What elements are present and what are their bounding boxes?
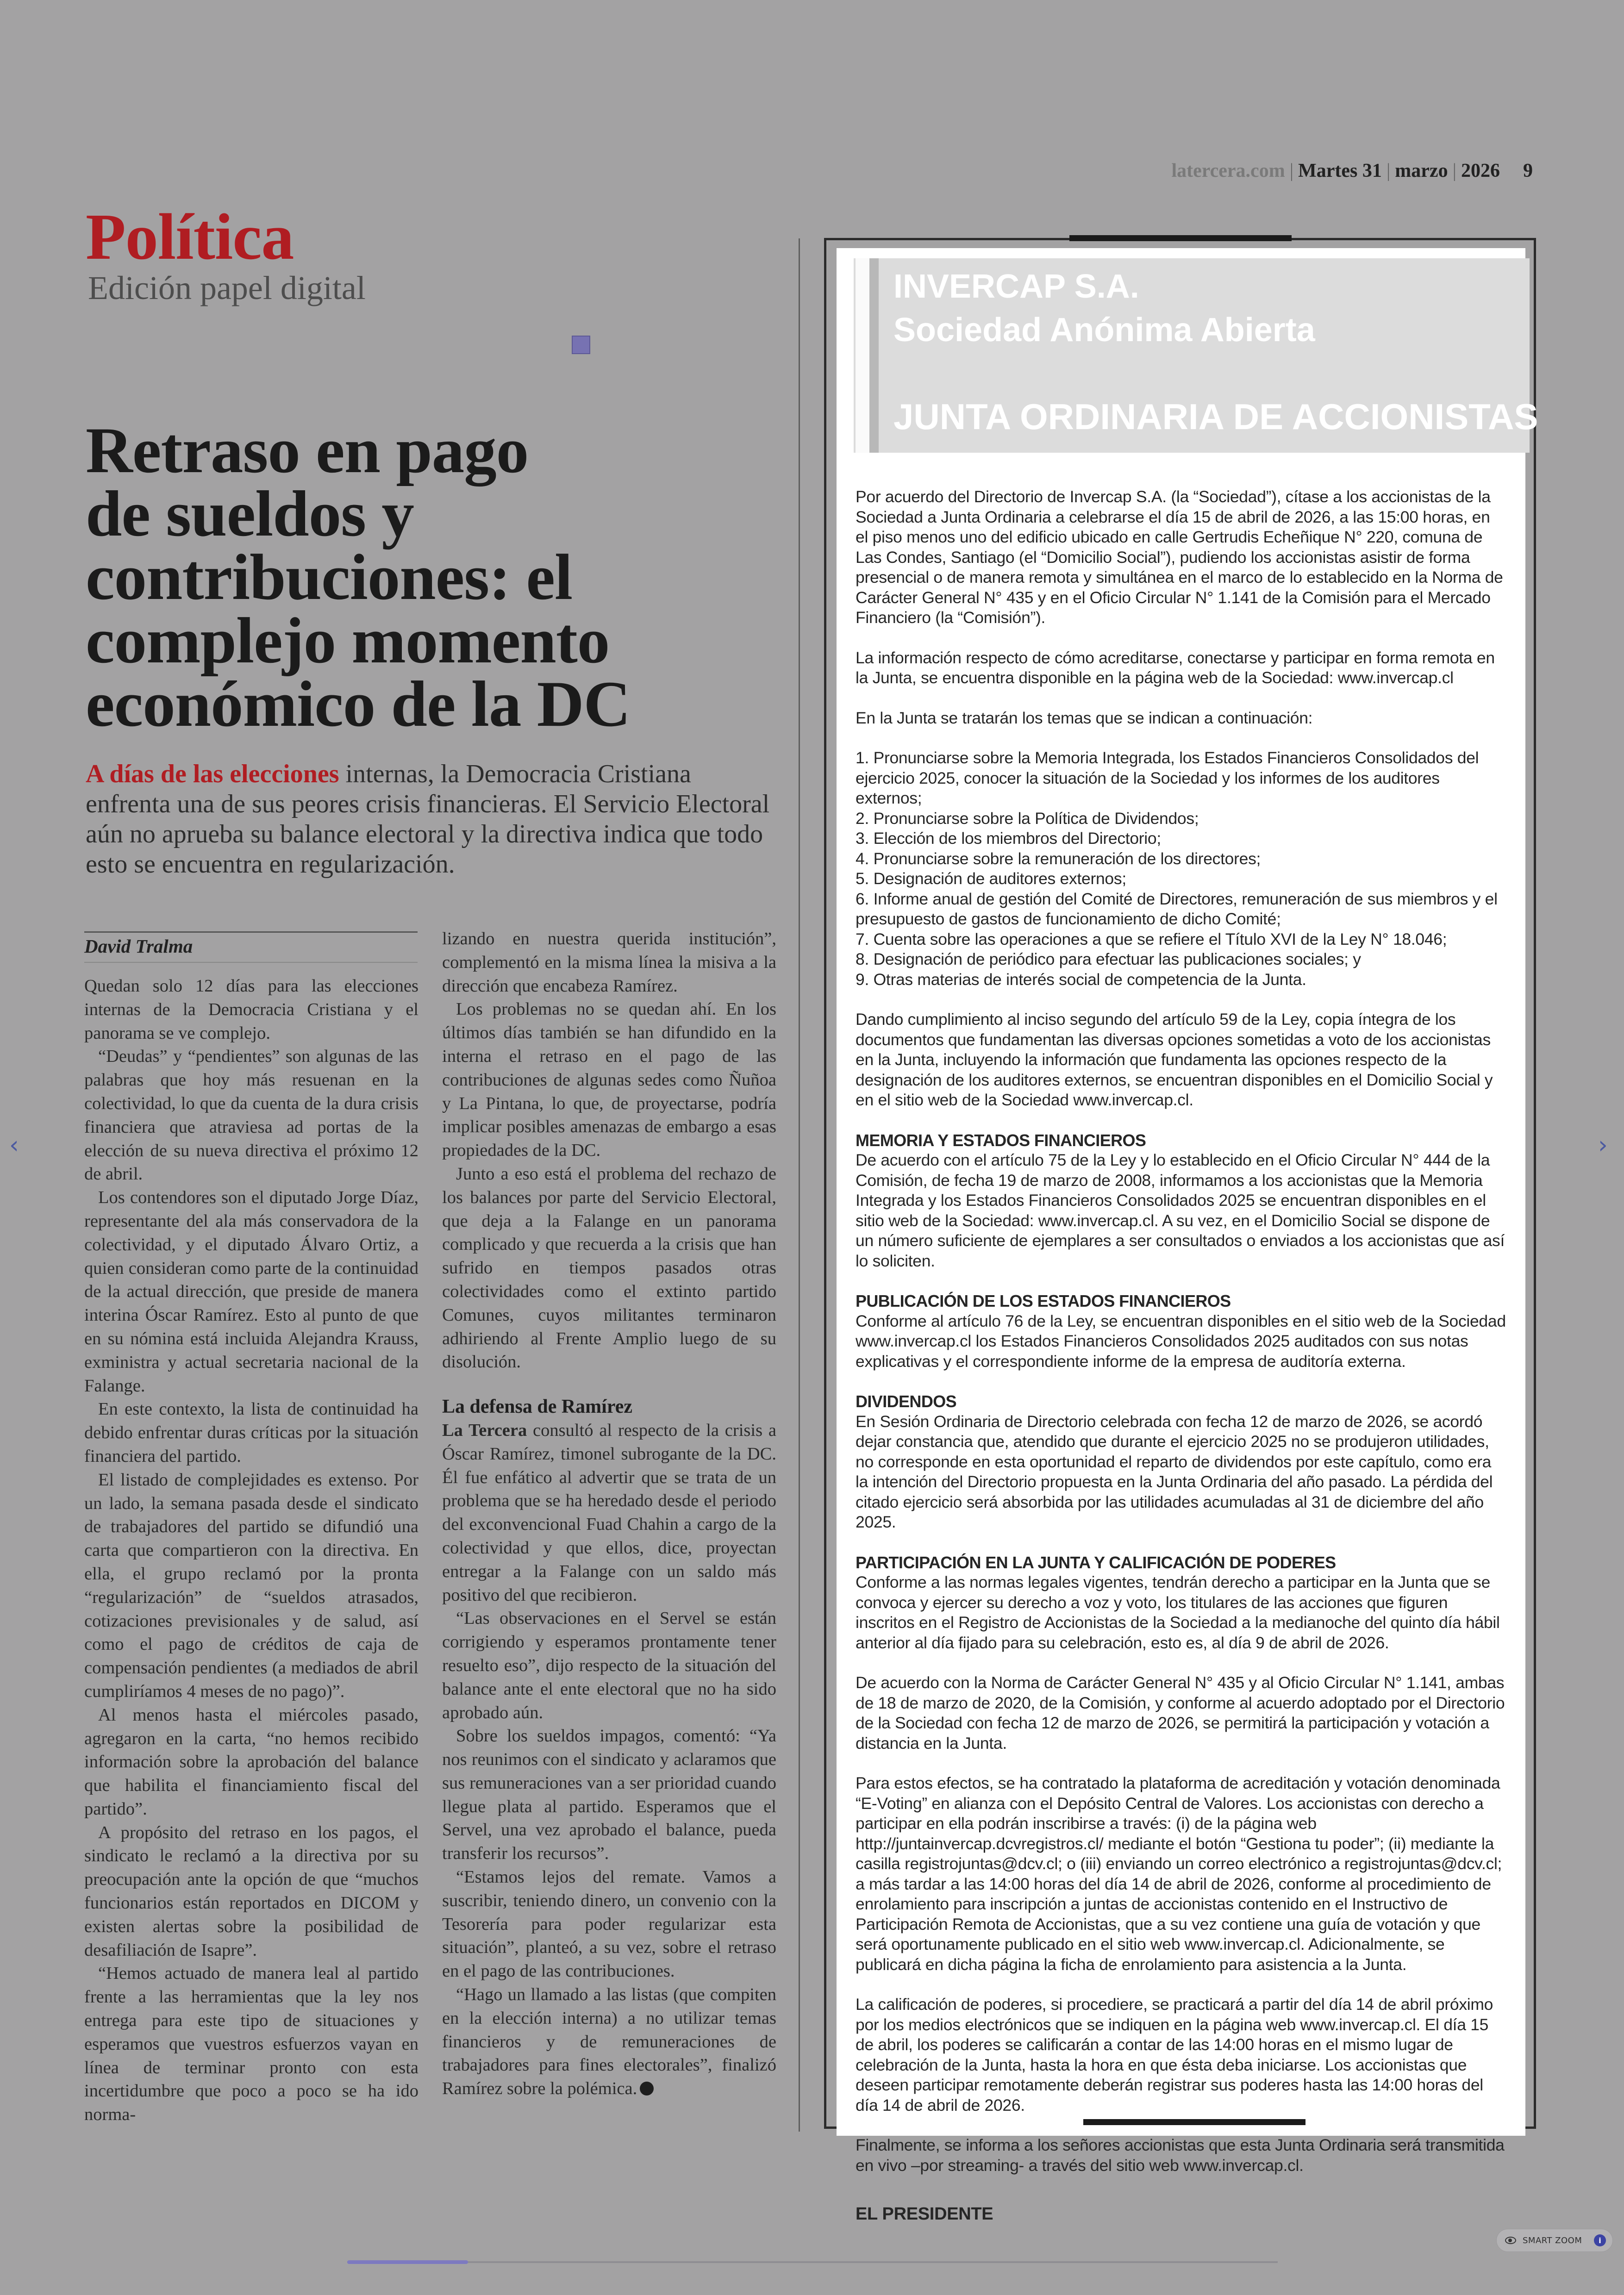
paragraph: Al menos hasta el miércoles pasado, agregaron en la carta, “no hemos recibido información sobre la aprobación del balance que habilita el financiamiento fiscal del partido”. (84, 1705, 418, 1819)
headline-line: complejo momento (86, 605, 610, 677)
article-lede (86, 759, 771, 879)
notice-heading: MEMORIA Y ESTADOS FINANCIEROS (856, 1130, 1146, 1150)
agenda-item: 4. Pronunciarse sobre la remuneración de los directores; (856, 849, 1261, 868)
date-day: Martes 31 (1298, 160, 1382, 181)
site-name: latercera.com (1171, 160, 1285, 181)
next-page-icon[interactable]: › (1598, 1131, 1608, 1159)
scrollbar-thumb[interactable] (347, 2260, 468, 2264)
agenda-item: 7. Cuenta sobre las operaciones a que se refiere el Título XVI de la Ley N° 18.046; (856, 929, 1447, 948)
notice-heading: PUBLICACIÓN DE LOS ESTADOS FINANCIEROS (856, 1291, 1231, 1310)
end-mark-icon (640, 2082, 654, 2095)
notice-header-stripe (869, 258, 879, 453)
agenda-item: 3. Elección de los miembros del Directorio; (856, 829, 1161, 848)
article-column-2 (442, 927, 776, 2131)
subheading: La defensa de Ramírez (442, 1396, 632, 1418)
byline-divider (84, 962, 418, 963)
date-month: marzo (1395, 160, 1448, 181)
notice-paragraph: Por acuerdo del Directorio de Invercap S.A. (la “Sociedad”), cítase a los accionistas de la Sociedad a Junta Ordinaria a celebrarse el día 15 de abril de 2026, a las 15:00 horas, en el piso menos uno del edificio ubicado en calle Gertrudis Echeñique N° 220, comuna de Las Condes, Santiago (el “Domicilio Social”), pudiendo los accionistas asistir de forma presencial o de manera remota y simultánea en el marco de lo establecido en la Norma de Carácter General N° 435 y en el Oficio Circular N° 1.141 de la Comisión para el Mercado Financiero (la “Comisión”). (856, 487, 1503, 627)
notice-paragraph: Finalmente, se informa a los señores accionistas que esta Junta Ordinaria será transmitida en vivo –por streaming- a través del sitio web www.invercap.cl. (856, 2136, 1505, 2175)
notice-heading: DIVIDENDOS (856, 1392, 957, 1411)
previous-page-icon[interactable]: ‹ (9, 1131, 19, 1159)
paragraph: La Tercera consultó al respecto de la crisis a Óscar Ramírez, timonel subrogante de la DC. Él fue enfático al advertir que se trata de un problema que se ha heredado desde el periodo del exconvencional Fuad Chahin a cargo de la colectividad y que ellos, dice, proyectan entregar a la Falange con un saldo más positivo del que recibieron. (442, 1420, 776, 1605)
headline-line: económico de la DC (86, 668, 631, 740)
notice-top-bar (1069, 235, 1292, 241)
headline-line: contribuciones: el (86, 541, 573, 613)
notice-heading: PARTICIPACIÓN EN LA JUNTA Y CALIFICACIÓN DE PODERES (856, 1553, 1336, 1572)
paragraph: En este contexto, la lista de continuidad ha debido enfrentar duras críticas por la situación financiera del partido. (84, 1399, 418, 1466)
agenda-item: 5. Designación de auditores externos; (856, 869, 1126, 888)
byline-divider (84, 931, 418, 933)
lede-text: internas, la Democracia Cristiana enfrenta una de sus peores crisis financieras. El Servicio Electoral aún no aprueba su balance electoral y la directiva indica que todo esto se encuentra en regularización. (86, 760, 770, 879)
smart-zoom-label: SMART ZOOM (1523, 2235, 1582, 2245)
paragraph: Quedan solo 12 días para las elecciones internas de la Democracia Cristiana y el panorama se ve complejo. (84, 976, 418, 1043)
eye-icon (1505, 2237, 1516, 2244)
notice-paragraph: Dando cumplimiento al inciso segundo del artículo 59 de la Ley, copia íntegra de los documentos que fundamentan las diversas opciones sometidas a voto de los accionistas en la Junta, incluyendo la información que fundamenta las opciones respecto de la designación de los auditores externos, se encuentran disponibles en el Domicilio Social y en el sitio web de la Sociedad www.invercap.cl. (856, 1010, 1493, 1109)
paragraph: “Deudas” y “pendientes” son algunas de las palabras que hoy más resuenan en la colectividad, lo que da cuenta de la dura crisis financiera que atraviesa ad portas de la elección de su nueva directiva el próximo 12 de abril. (84, 1047, 418, 1184)
agenda-item: 1. Pronunciarse sobre la Memoria Integrada, los Estados Financieros Consolidados del ejercicio 2025, conocer la situación de la Sociedad y los informes de los auditores externos; (856, 748, 1479, 807)
paragraph: “Las observaciones en el Servel se están corrigiendo y esperamos prontamente tener resuelto eso”, dijo respecto de la situación del balance ante el ente electoral que no ha sido aprobado aún. (442, 1609, 776, 1722)
paragraph: A propósito del retraso en los pagos, el sindicato le reclamó a la directiva por su preocupación ante la opción de que “muchos funcionarios están reportados en DICOM y existen alertas sobre la posibilidad de desafiliación de Isapre”. (84, 1822, 418, 1960)
company-type: Sociedad Anónima Abierta (893, 312, 1315, 349)
lede-highlight: A días de las elecciones (86, 760, 339, 788)
headline-line: Retraso en pago (86, 414, 529, 486)
notice-bottom-bar (1083, 2119, 1305, 2125)
agenda-item: 8. Designación de periódico para efectuar las publicaciones sociales; y (856, 950, 1361, 968)
notice-body (856, 487, 1506, 2245)
article-headline (86, 414, 771, 740)
info-icon[interactable]: i (1594, 2234, 1606, 2246)
paragraph: “Estamos lejos del remate. Vamos a suscribir, teniendo dinero, un convenio con la Tesorería para poder regularizar esta situación”, planteó, a su vez, sobre el retraso en el pago de las contribuciones. (442, 1867, 776, 1981)
notice-signature: EL PRESIDENTE (856, 2204, 993, 2224)
notice-paragraph: Conforme al artículo 76 de la Ley, se encuentran disponibles en el sitio web de la Sociedad www.invercap.cl los Estados Financieros Consolidados 2025 auditados con sus notas explicativas y el correspondiente informe de la empresa de auditoría externa. (856, 1311, 1506, 1371)
notice-company (893, 265, 1315, 352)
notice-header-stripe (856, 258, 869, 453)
notice-paragraph: En la Junta se tratarán los temas que se indican a continuación: (856, 708, 1313, 727)
date-year: 2026 (1461, 160, 1500, 181)
notice-title: JUNTA ORDINARIA DE ACCIONISTAS (893, 396, 1538, 437)
paragraph: Sobre los sueldos impagos, comentó: “Ya nos reunimos con el sindicato y aclaramos que sus remuneraciones van a ser prioridad cuando llegue plata al partido. Esperamos que el Servel, una vez aprobado el balance, pueda transferir los recursos”. (442, 1726, 776, 1864)
article-link-icon[interactable] (572, 336, 590, 354)
paragraph: “Hemos actuado de manera leal al partido frente a las herramientas que la ley nos entrega para este tipo de situaciones y esperamos que vuestros esfuerzos vayan en línea de terminar pronto con esta incertidumbre que poco a poco se ha ido norma- (84, 1964, 418, 2125)
notice-paragraph: De acuerdo con la Norma de Carácter General N° 435 y al Oficio Circular N° 1.141, ambas de 18 de marzo de 2020, de la Comisión, y conforme al acuerdo adoptado por el Directorio de la Sociedad con fecha 12 de marzo de 2026, se permitirá la participación y votación a distancia en la Junta. (856, 1673, 1505, 1752)
agenda-item: 9. Otras materias de interés social de competencia de la Junta. (856, 970, 1306, 989)
headline-line: de sueldos y (86, 478, 414, 550)
paragraph: Junto a eso está el problema del rechazo de los balances por parte del Servicio Electoral, que deja a la Falange en un panorama complicado y que recuerda a la crisis que han sufrido en tiempos pasados otras colectividades como el extinto partido Comunes, cuyos militantes terminaron adhiriendo al Frente Amplio luego de su disolución. (442, 1164, 776, 1372)
notice-paragraph: La calificación de poderes, si procediere, se practicará a partir del día 14 de abril próximo por los medios electrónicos que se indiquen en la página web www.invercap.cl. El día 15 de abril, los poderes se calificarán a contar de las 14:00 horas en el mismo lugar de celebración de la Junta, hasta la hora en que ésta deba iniciarse. Los accionistas que deseen participar remotamente deberán registrar sus poderes hasta las 14:00 horas del día 14 de abril de 2026. (856, 1995, 1493, 2114)
column-divider (799, 238, 800, 2132)
notice-paragraph: En Sesión Ordinaria de Directorio celebrada con fecha 12 de marzo de 2026, se acordó dejar constancia que, atendido que durante el ejercicio 2025 no se produjeron utilidades, no corresponde en esta oportunidad el reparto de dividendos por este capítulo, como era la intención del Directorio propuesta en la Junta Ordinaria del año pasado. La pérdida del citado ejercicio será absorbida por las utilidades acumuladas al 31 de diciembre del año 2025. (856, 1412, 1493, 1531)
agenda-item: 6. Informe anual de gestión del Comité de Directores, remuneración de sus miembros y el presupuesto de gastos de funcionamiento de dicho Comité; (856, 889, 1498, 928)
notice-paragraph: La información respecto de cómo acreditarse, conectarse y participar en forma remota en la Junta, se encuentra disponible en la página web de la Sociedad: www.invercap.cl (856, 648, 1495, 687)
page-scrollbar[interactable] (347, 2261, 1278, 2263)
page-number: 9 (1523, 160, 1533, 181)
notice-paragraph: Para estos efectos, se ha contratado la plataforma de acreditación y votación denominada “E-Voting” en alianza con el Depósito Central de Valores. Los accionistas con derecho a participar en ella podrán inscribirse a través: (i) de la página web http://juntainvercap.dcvregistros.cl/ mediante el botón “Gestiona tu poder”; (ii) mediante la casilla registrojuntas@dcv.cl; o (iii) enviando un correo electrónico a registrojuntas@dcv.cl; a más tardar a las 14:00 horas del día 14 de abril de 2026, conforme al procedimiento de enrolamiento para inscripción a juntas de accionistas contenido en el Instructivo de Participación Remota de Accionistas, que a su vez contiene una guía de votación y que será oportunamente publicado en el sitio web www.invercap.cl. Adicionalmente, se publicará en dicha página la ficha de enrolamiento para asistencia a la Junta. (856, 1774, 1502, 1974)
paragraph: Los contendores son el diputado Jorge Díaz, representante del ala más conservadora de la colectividad, y el diputado Álvaro Ortiz, a quien consideran como parte de la continuidad de la actual dirección, que preside de manera interina Óscar Ramírez. Esto al punto de que en su nómina está incluida Alejandra Krauss, exministra y actual secretaria nacional de la Falange. (84, 1188, 418, 1396)
smart-zoom-button[interactable] (1496, 2229, 1613, 2252)
paragraph: “Hago un llamado a las listas (que compiten en la elección interna) a no utilizar temas financieros y de remuneraciones de trabajadores para fines electorales”, finalizó Ramírez sobre la polémica. (442, 1985, 776, 2099)
paragraph: Los problemas no se quedan ahí. En los últimos días también se han difundido en la interna el retraso en el pago de las contribuciones de algunas sedes como Ñuñoa y La Pintana, lo que, de proyectarse, podría implicar posibles amenazas de embargo a esas propiedades de la DC. (442, 999, 776, 1160)
page-date-line: latercera.com | Martes 31 | marzo | 2026 (1171, 160, 1500, 181)
byline: David Tralma (84, 935, 193, 957)
notice-paragraph: De acuerdo con el artículo 75 de la Ley y lo establecido en el Oficio Circular N° 444 de la Comisión, de fecha 19 de marzo de 2008, informamos a los accionistas que la Memoria Integrada y los Estados Financieros Consolidados 2025 se encuentran disponibles en el sitio web de la Sociedad: www.invercap.cl. A su vez, en el Domicilio Social se dispone de un número suficiente de ejemplares a ser consultados o enviados a los accionistas que así lo soliciten. (856, 1151, 1505, 1270)
notice-paragraph: Conforme a las normas legales vigentes, tendrán derecho a participar en la Junta que se convoca y ejercer su derecho a voz y voto, los titulares de las acciones que figuren inscritos en el Registro de Accionistas de la Sociedad a la medianoche del quinto día hábil anterior al día fijado para su celebración, esto es, al día 9 de abril de 2026. (856, 1573, 1500, 1652)
agenda-list (856, 748, 1506, 990)
paragraph: lizando en nuestra querida institución”, complementó en la misma línea la misiva a la dirección que encabeza Ramírez. (442, 929, 776, 996)
edition-subtitle: Edición papel digital (88, 269, 366, 306)
section-title: Política (86, 200, 294, 273)
article-column-1 (84, 974, 418, 2132)
company-name: INVERCAP S.A. (893, 268, 1139, 305)
newspaper-name: La Tercera (442, 1420, 527, 1440)
agenda-item: 2. Pronunciarse sobre la Política de Dividendos; (856, 809, 1199, 828)
paragraph: El listado de complejidades es extenso. Por un lado, la semana pasada desde el sindicato de trabajadores del partido se difundió una carta que compartieron con la directiva. En ella, el grupo reclamó por la pronta “regularización” de “sueldos atrasados, cotizaciones previsionales y de salud, así como el pago de créditos de caja de compensación pendientes (a mediados de abril cumpliríamos 4 meses de no pago)”. (84, 1470, 418, 1701)
